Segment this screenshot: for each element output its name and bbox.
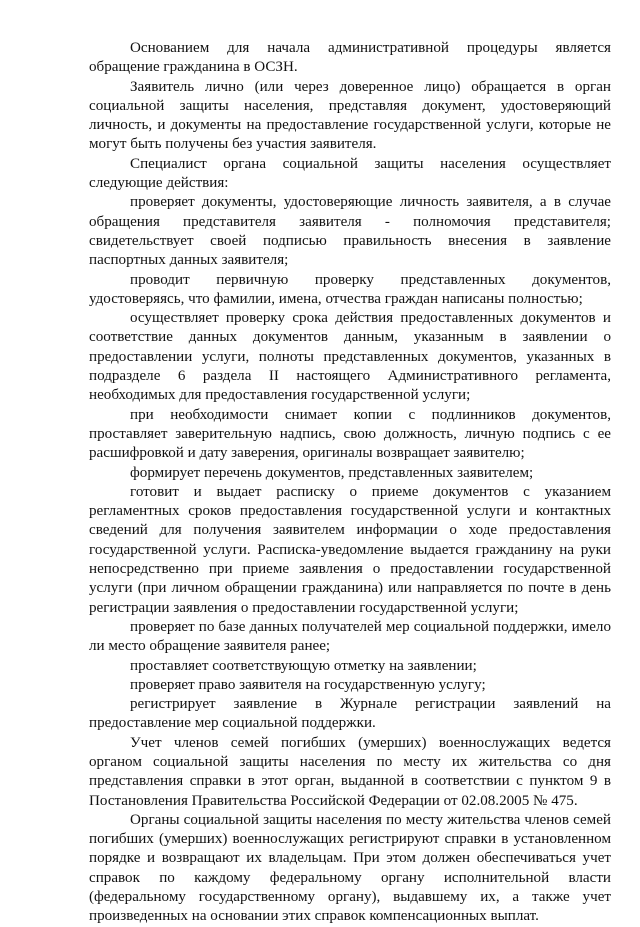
paragraph-basis: Основанием для начала административной процедуры является обращение гражданина в ОСЗН.	[89, 40, 611, 76]
paragraph-family-accounting: Учет членов семей погибших (умерших) военнослужащих ведется органом социальной защиты населения по месту их жительства со дня представления справки в этот орган, выданной в соответствии с пунктом 9 в Постановления Правительства Российской Федерации от 02.08.2005 № 475.	[89, 734, 611, 809]
document-page	[89, 39, 611, 927]
paragraph-copies: при необходимости снимает копии с подлинников документов, проставляет заверительную надпись, свою должность, личную подпись с ее расшифровкой и дату заверения, оригиналы возвращает заявителю;	[89, 406, 611, 462]
paragraph-validity-check: осуществляет проверку срока действия предоставленных документов и соответствие данных документов данным, указанным в заявлении о предоставлении услуги, полноты представленных документов, указанных в подразделе 6 раздела II настоящего Административного регламента, необходимых для предоставления государственной услуги;	[89, 310, 611, 404]
paragraph-right-check: проверяет право заявителя на государственную услугу;	[130, 676, 486, 693]
paragraph-applicant-appeal: Заявитель лично (или через доверенное лицо) обращается в орган социальной защиты населения, представляя документ, удостоверяющий личность, и документы на предоставление государственной услуги, которые не могут быть получены без участия заявителя.	[89, 78, 611, 153]
paragraph-database-check: проверяет по базе данных получателей мер социальной поддержки, имело ли место обращение заявителя ранее;	[89, 618, 611, 655]
paragraph-receipt: готовит и выдает расписку о приеме документов с указанием регламентных сроков предоставления государственной услуги и контактных сведений для получения заявителем информации о ходе предоставления государственной услуги. Расписка-уведомление выдается гражданину на руки непосредственно при приеме заявления о предоставлении государственной услуги (при личном обращении гражданина) или направляется по почте в день регистрации заявления о предоставлении государственной услуги;	[89, 483, 611, 616]
paragraph-mark: проставляет соответствующую отметку на заявлении;	[130, 657, 477, 674]
paragraph-certificates: Органы социальной защиты населения по месту жительства членов семей погибших (умерших) военнослужащих регистрируют справки в установленном порядке и возвращают их владельцам. При этом должен обеспечиваться учет справок по каждому федеральному органу исполнительной власти (федеральному государственному органу), выдавшему их, а также учет произведенных на основании этих справок компенсационных выплат.	[89, 811, 611, 925]
paragraph-identity-check: проверяет документы, удостоверяющие личность заявителя, а в случае обращения представителя заявителя - полномочия представителя; свидетельствует своей подписью правильность внесения в заявление паспортных данных заявителя;	[89, 194, 611, 269]
paragraph-primary-check: проводит первичную проверку представленных документов, удостоверяясь, что фамилии, имена, отчества граждан написаны полностью;	[89, 271, 611, 307]
paragraph-specialist-actions: Специалист органа социальной защиты населения осуществляет следующие действия:	[89, 155, 611, 192]
paragraph-registration: регистрирует заявление в Журнале регистрации заявлений на предоставление мер социальной поддержки.	[89, 696, 611, 732]
paragraph-document-list: формирует перечень документов, представленных заявителем;	[130, 464, 534, 481]
